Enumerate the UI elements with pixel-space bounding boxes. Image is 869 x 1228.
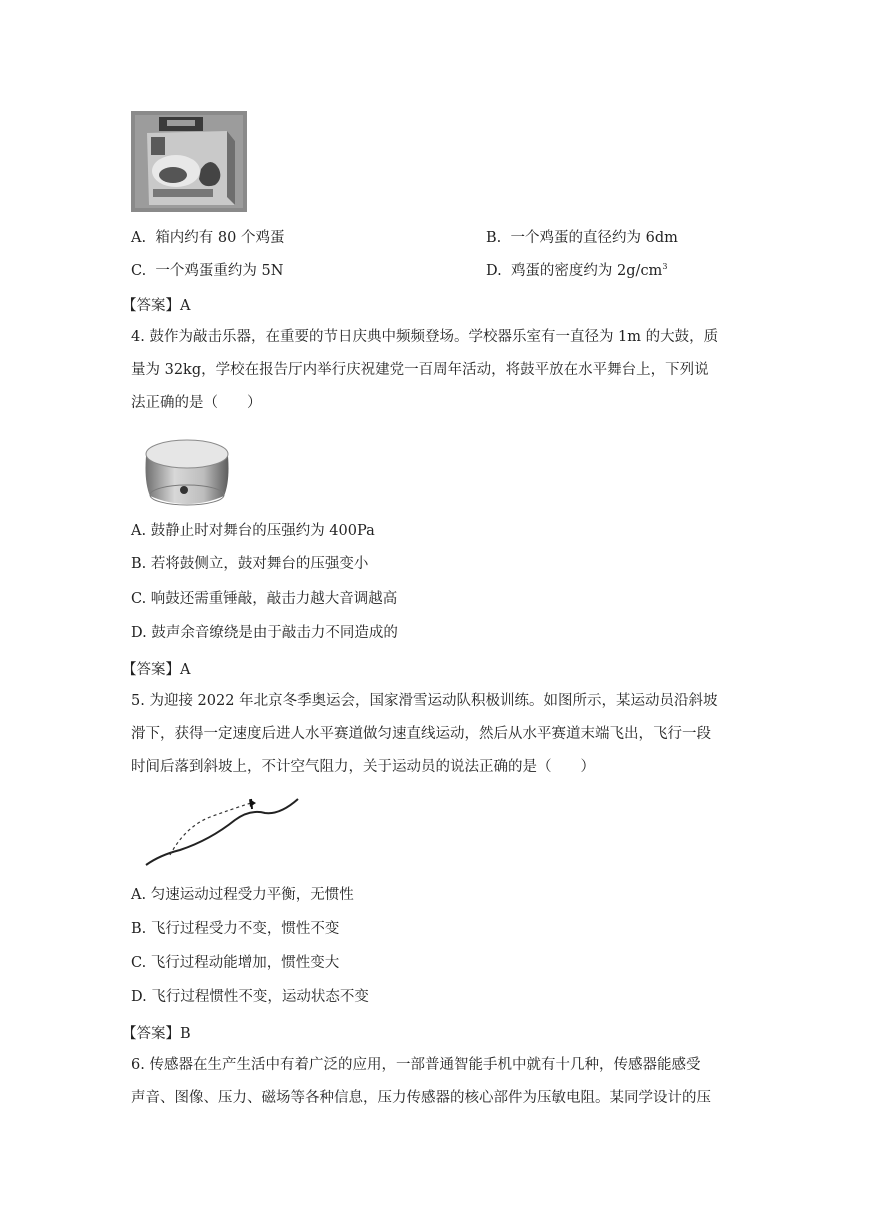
- q5-stem-line-1: 5. 为迎接 2022 年北京冬季奥运会，国家滑雪运动队积极训练。如图所示，某运动员沿斜坡: [131, 693, 718, 709]
- q5-option-d: D. 飞行过程惯性不变，运动状态不变: [131, 989, 369, 1005]
- q5-stem-line-3: 时间后落到斜坡上，不计空气阻力，关于运动员的说法正确的是（ ）: [131, 759, 595, 775]
- option-label: C.: [131, 263, 147, 279]
- q4-option-b: B. 若将鼓侧立，鼓对舞台的压强变小: [131, 556, 369, 572]
- superscript: 3: [662, 262, 668, 271]
- q4-option-c: C. 响鼓还需重锤敲，敲击力越大音调越高: [131, 591, 398, 607]
- q4-option-d: D. 鼓声余音缭绕是由于敲击力不同造成的: [131, 625, 398, 641]
- q5-option-a: A. 匀速运动过程受力平衡，无惯性: [131, 887, 354, 903]
- q4-answer: 【答案】A: [122, 662, 191, 678]
- q4-stem-line-1: 4. 鼓作为敲击乐器，在重要的节日庆典中频频登场。学校器乐室有一直径为 1m 的大鼓，质: [131, 329, 719, 345]
- drum-photo: [140, 434, 234, 510]
- option-text: 一个鸡蛋重约为 5N: [155, 263, 284, 279]
- option-text: 一个鸡蛋的直径约为 6dm: [510, 230, 678, 246]
- q3-option-b: [486, 226, 678, 247]
- option-label: D.: [486, 263, 502, 279]
- q3-answer: 【答案】A: [122, 298, 191, 314]
- q6-stem-line-2: 声音、图像、压力、磁场等各种信息，压力传感器的核心部件为压敏电阻。某同学设计的压: [131, 1090, 711, 1106]
- q6-stem-line-1: 6. 传感器在生产生活中有着广泛的应用，一部普通智能手机中就有十几种，传感器能感受: [131, 1057, 701, 1073]
- q5-stem-line-2: 滑下，获得一定速度后进人水平赛道做匀速直线运动，然后从水平赛道末端飞出，飞行一段: [131, 726, 711, 742]
- option-text: 鸡蛋的密度约为 2g/cm: [510, 263, 663, 279]
- q5-option-c: C. 飞行过程动能增加，惯性变大: [131, 955, 340, 971]
- q4-stem-line-3: 法正确的是（ ）: [131, 395, 262, 411]
- option-label: A.: [131, 230, 147, 246]
- egg-box-photo: [131, 111, 247, 212]
- option-label: B.: [486, 230, 502, 246]
- q3-option-a: [131, 226, 284, 247]
- q3-option-d: [486, 259, 667, 280]
- q5-answer: 【答案】B: [122, 1026, 191, 1042]
- q4-stem-line-2: 量为 32kg，学校在报告厅内举行庆祝建党一百周年活动，将鼓平放在水平舞台上，下列说: [131, 362, 709, 378]
- q4-option-a: A. 鼓静止时对舞台的压强约为 400Pa: [131, 523, 375, 539]
- option-text: 箱内约有 80 个鸡蛋: [155, 230, 285, 246]
- q5-option-b: B. 飞行过程受力不变，惯性不变: [131, 921, 340, 937]
- ski-slope-diagram: [140, 795, 304, 867]
- q3-option-c: [131, 259, 283, 280]
